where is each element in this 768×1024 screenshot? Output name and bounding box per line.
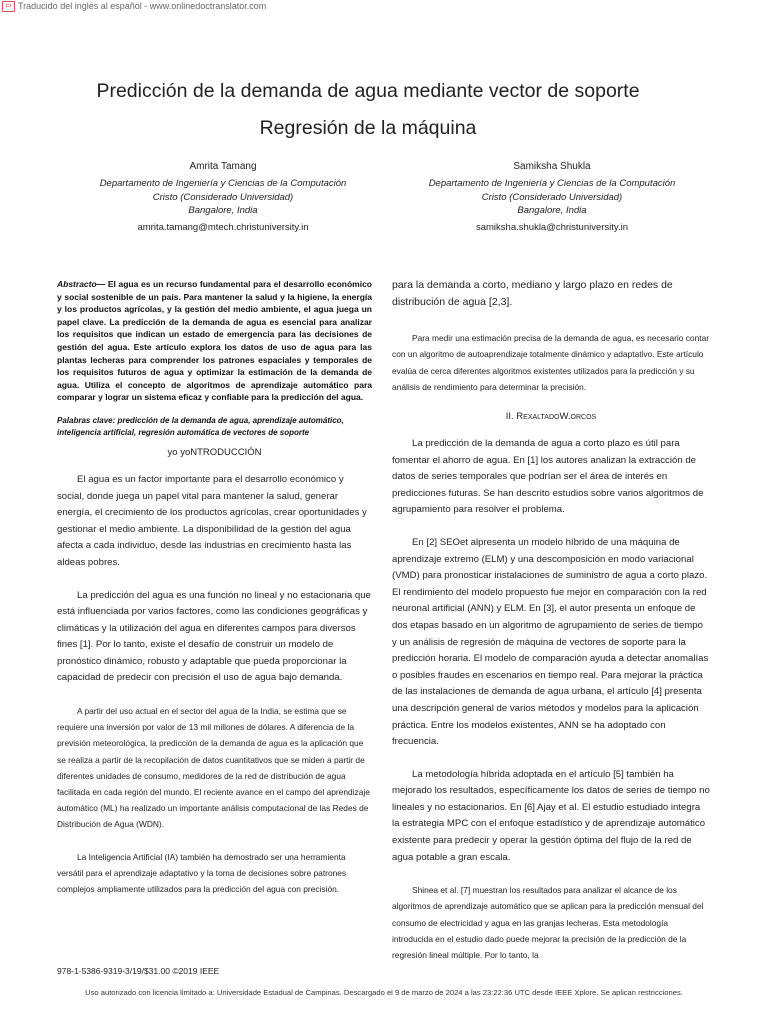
copyright-line: 978-1-5386-9319-3/19/$31.00 ©2019 IEEE [57, 966, 220, 976]
right-column [392, 277, 710, 979]
author-university: Cristo (Considerado Universidad) [481, 191, 623, 203]
abstract-lead: Abstracto— [57, 279, 106, 289]
paragraph: La metodología híbrida adoptada en el artículo [5] también ha mejorado los resultados, específicamente los datos de series de tiempo no lineales y no estacionarios. En [6] Ajay et al. El estudio estudiado integra la estrategia MPC con el enfoque estadístico y de aprendizaje automático existente para predecir y operar la gestión óptima del flujo de la red de agua potable a gran escala. [392, 768, 710, 863]
translation-banner[interactable] [2, 0, 266, 12]
paragraph: La predicción de la demanda de agua a corto plazo es útil para fomentar el ahorro de agua. En [1] los autores analizan la extracción de datos de series temporales que podrían ser el área de interés en predicciones futuras. Se han descrito estudios sobre varios algoritmos de agrupamiento para resolver el problema. [392, 438, 704, 516]
paragraph: La predicción del agua es una función no lineal y no estacionaria que está influenciada por varios factores, como las condiciones geográficas y climáticas y la utilización del agua en diferentes campos para diversos fines [1]. Por lo tanto, existe el desafío de construir un modelo de pronóstico dinámico, robusto y adaptable que pueda proporcionar la capacidad de predecir con precisión el uso de agua bajo demanda. [57, 589, 371, 684]
author-block-2 [402, 160, 702, 235]
paragraph: La Inteligencia Artificial (IA) también ha demostrado ser una herramienta versátil para el aprendizaje adaptativo y la toma de decisiones sobre patrones complejos ampliamente utilizados para la predicción del agua con precisión. [57, 851, 347, 895]
paragraph: A partir del uso actual en el sector del agua de la India, se estima que se requiere una inversión por valor de 13 mil millones de dólares. A diferencia de la previsión meteorológica, la predicción de la demanda de agua es la aplicación que se realiza a partir de la recopilación de datos cuantitativos que se miden a partir de diferentes unidades de consumo, medidores de la red de distribución de agua facilitada en cada región del mundo. El reciente avance en el campo del aprendizaje automático (ML) ha realizado un importante análisis computacional de las Redes de Distribución de Agua (WDN). [57, 706, 370, 830]
paper-title-line-1: Predicción de la demanda de agua mediante vector de soporte [96, 80, 640, 102]
author-email: amrita.tamang@mtech.christuniversity.in [137, 221, 309, 233]
paragraph: Para medir una estimación precisa de la demanda de agua, es necesario contar con un algoritmo de autoaprendizaje totalmente dinámico y adaptativo. Este artículo evalúa de cerca diferentes algoritmos existentes utilizados para la predicción y su análisis de rendimiento para determinar la precisión. [392, 333, 710, 392]
author-block-1 [73, 160, 373, 235]
author-department: Departamento de Ingeniería y Ciencias de la Computación [428, 178, 676, 189]
abstract [57, 278, 372, 404]
author-city: Bangalore, India [188, 205, 258, 216]
translator-icon: ▭ [2, 1, 15, 12]
author-university: Cristo (Considerado Universidad) [152, 191, 294, 203]
author-name: Amrita Tamang [189, 161, 257, 172]
license-notice: Uso autorizado con licencia limitado a: Universidade Estadual de Campinas. Descargado el 9 de marzo de 2024 a las 23:22:36 UTC desde IEEE Xplore. Se aplican restricciones. [85, 988, 683, 997]
paragraph: Shinea et al. [7] muestran los resultados para analizar el alcance de los algoritmos de aprendizaje automático que se aplican para la predicción mensual del consumo de electricidad y agua en las granjas lecheras. Esta metodología introducida en el estudio dado puede mejorar la precisión de la predicción de la regresión lineal múltiple. Por lo tanto, la [392, 885, 704, 961]
abstract-text: El agua es un recurso fundamental para el desarrollo económico y social sostenible de un país. Para mantener la salud y la higiene, la energía y los productos agrícolas, y la gestión del medio ambiente, el agua juega un papel clave. La predicción de la demanda de agua es esencial para analizar los requisitos que indican un estado de emergencia para las decisiones de gestión del agua. Este artículo explora los datos de uso de agua para las plantas lecheras para comprender los patrones espaciales y temporales de los requisitos futuros de agua y optimizar la estimación de la demanda de agua. Utiliza el concepto de algoritmos de aprendizaje automático para comparar y lograr un sistema eficaz y confiable para la predicción del agua. [57, 279, 372, 403]
paragraph-continuation: para la demanda a corto, mediano y largo plazo en redes de distribución de agua [2,3]. [392, 279, 673, 308]
section-title-introduction: yo yoNTRODUCCIÓN [167, 446, 262, 458]
paragraph: El agua es un factor importante para el desarrollo económico y social, donde juega un papel vital para mantener la salud, generar energía, el crecimiento de los productos agrícolas, crear oportunidades y gestionar el medio ambiente. La disponibilidad de la gestión del agua afecta a cada individuo, desde las industrias en crecimiento hasta las aldeas pobres. [57, 473, 367, 568]
banner-text[interactable]: Traducido del inglés al español - www.onlinedoctranslator.com [18, 1, 267, 11]
author-city: Bangalore, India [517, 205, 587, 216]
keywords: Palabras clave: predicción de la demanda de agua, aprendizaje automático, inteligencia artificial, regresión automática de vectores de soporte [57, 415, 344, 438]
paragraph: En [2] SEOet alpresenta un modelo híbrido de una máquina de aprendizaje extremo (ELM) y una descomposición en modo variacional (VMD) para pronosticar instalaciones de suministro de agua a corto plazo. El rendimiento del modelo propuesto fue mejor en comparación con la red neuronal artificial (ANN) y ELM. En [3], el autor presenta un enfoque de dos etapas basado en un algoritmo de agrupamiento de series de tiempo y un análisis de regresión de máquina de vectores de soporte para la predicción horaria. El modelo de comparación ayuda a detectar anomalías o posibles fraudes en escenarios en tiempo real. Para mejorar la práctica de las instalaciones de demanda de agua urbana, el artículo [4] presenta una descripción general de varios métodos y modelos para la aplicación práctica. Entre los modelos existentes, ANN se ha adoptado con frecuencia. [392, 536, 709, 748]
section-title-related-work: II. RexaltadoW.orcos [505, 411, 597, 422]
author-department: Departamento de Ingeniería y Ciencias de la Computación [99, 178, 347, 189]
author-name: Samiksha Shukla [513, 161, 591, 172]
left-column [57, 278, 372, 913]
paper-title-line-2: Regresión de la máquina [259, 117, 477, 139]
author-email: samiksha.shukla@christuniversity.in [475, 221, 629, 233]
